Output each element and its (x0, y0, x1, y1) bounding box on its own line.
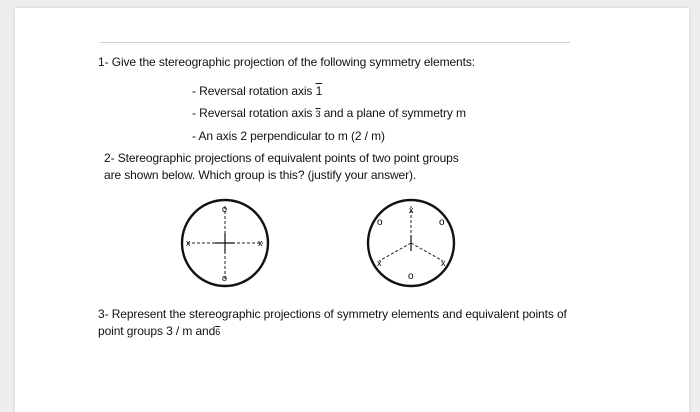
item-2-text-end: and a plane of symmetry m (323, 106, 466, 120)
point-cross-top: x (409, 205, 414, 215)
stereogram-left (177, 195, 273, 291)
question-1-item-1 (192, 84, 322, 98)
question-2-line-2: are shown below. Which group is this? (justify your answer). (104, 168, 417, 182)
question-1-item-3: - An axis 2 perpendicular to m (2 / m) (192, 129, 385, 143)
point-circle-top: o (222, 204, 228, 214)
stereogram-right (363, 195, 459, 291)
item-2-text: - Reversal rotation axis (192, 106, 313, 120)
point-cross-left: x (186, 238, 191, 248)
point-circle-bottom: o (222, 273, 228, 283)
dashed-radius-lower-right (411, 243, 443, 261)
item-1-symbol: 1 (315, 84, 323, 98)
dashed-radius-lower-left (379, 243, 411, 261)
question-2-line-1: 2- Stereographic projections of equivalent points of two point groups (104, 151, 459, 165)
point-circle-bottom: o (408, 271, 414, 282)
item-1-text: - Reversal rotation axis (192, 84, 313, 98)
question-3-line-2 (98, 324, 220, 339)
item-2-symbol: 3 (315, 109, 321, 119)
question-3-symbol: 6 (215, 327, 221, 337)
question-3-line-1: 3- Represent the stereographic projections of symmetry elements and equivalent points of (98, 307, 567, 321)
point-circle-upper-left: o (377, 217, 383, 228)
question-3-line-2-text: point groups 3 / m and (98, 324, 216, 338)
question-1-prompt: 1- Give the stereographic projection of the following symmetry elements: (98, 55, 475, 69)
point-cross-lower-right: x (441, 258, 446, 268)
point-cross-lower-left: x (377, 258, 382, 268)
point-cross-right: x (258, 238, 263, 248)
top-divider (100, 42, 570, 43)
point-circle-upper-right: o (439, 217, 445, 228)
document-page (15, 8, 689, 412)
question-1-item-2 (192, 106, 466, 121)
